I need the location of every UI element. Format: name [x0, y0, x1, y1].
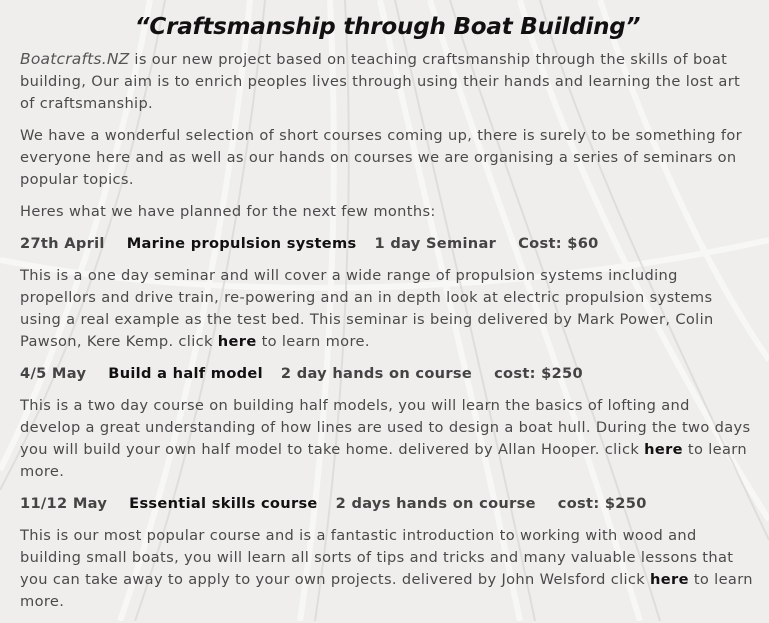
- course-date: 4/5 May: [20, 365, 87, 382]
- course-type: 2 day hands on course: [280, 365, 473, 382]
- course-name: Essential skills course: [129, 495, 318, 512]
- plan-intro-text: Heres what we have planned for the next few months:: [20, 203, 436, 220]
- courses-overview-paragraph: We have a wonderful selection of short courses coming up, there is surely to be something for everyone here and as well as our hands on courses we are organising a series of seminars on popular topics.: [20, 127, 743, 188]
- course-3-learn-more-link[interactable]: here: [650, 571, 689, 588]
- main-content: [20, 14, 755, 623]
- course-heading-2: [20, 363, 755, 385]
- course-description-1: [20, 265, 755, 353]
- course-description-3: [20, 525, 755, 613]
- course-date: 11/12 May: [20, 495, 108, 512]
- course-description-text: This is a two day course on building half models, you will learn the basics of lofting and develop a great understanding of how lines are used to design a boat hull. During the two days you will build your own half model to take home. delivered by Allan Hooper. click: [20, 397, 751, 458]
- course-description-tail: to learn more.: [256, 333, 370, 350]
- intro-text: is our new project based on teaching craftsmanship through the skills of boat building, Our aim is to enrich peoples lives through using their hands and learning the lost art of craftsmanship.: [20, 51, 741, 112]
- course-2-learn-more-link[interactable]: here: [644, 441, 683, 458]
- course-cost: cost: $250: [494, 365, 583, 382]
- brand-name: Boatcrafts.NZ: [20, 50, 130, 68]
- course-1-learn-more-link[interactable]: here: [217, 333, 257, 350]
- course-description-text: This is a one day seminar and will cover a wide range of propulsion systems including propellors and drive train, re-powering and an in depth look at electric propulsion systems using a real example as the test bed. This seminar is being delivered by Mark Power, Colin Pawson, Kere Kemp. click: [20, 267, 714, 350]
- course-cost: cost: $250: [557, 495, 647, 512]
- course-type: 2 days hands on course: [335, 495, 536, 512]
- course-date: 27th April: [20, 235, 105, 252]
- course-heading-1: [20, 233, 755, 255]
- course-cost: Cost: $60: [518, 235, 599, 252]
- course-name: Marine propulsion systems: [126, 235, 357, 252]
- page-title: “Craftsmanship through Boat Building”: [134, 14, 641, 40]
- course-description-tail: to learn more.: [20, 441, 747, 480]
- course-name: Build a half model: [108, 365, 263, 382]
- course-description-2: [20, 395, 755, 483]
- intro-paragraph: [20, 48, 755, 115]
- course-description-text: This is our most popular course and is a fantastic introduction to working with wood and building small boats, you will learn all sorts of tips and tricks and many valuable lessons that you can take away to apply to your own projects. delivered by John Welsford click: [20, 527, 734, 588]
- course-heading-3: [20, 493, 755, 515]
- course-description-tail: to learn more.: [20, 571, 753, 610]
- course-type: 1 day Seminar: [374, 235, 497, 252]
